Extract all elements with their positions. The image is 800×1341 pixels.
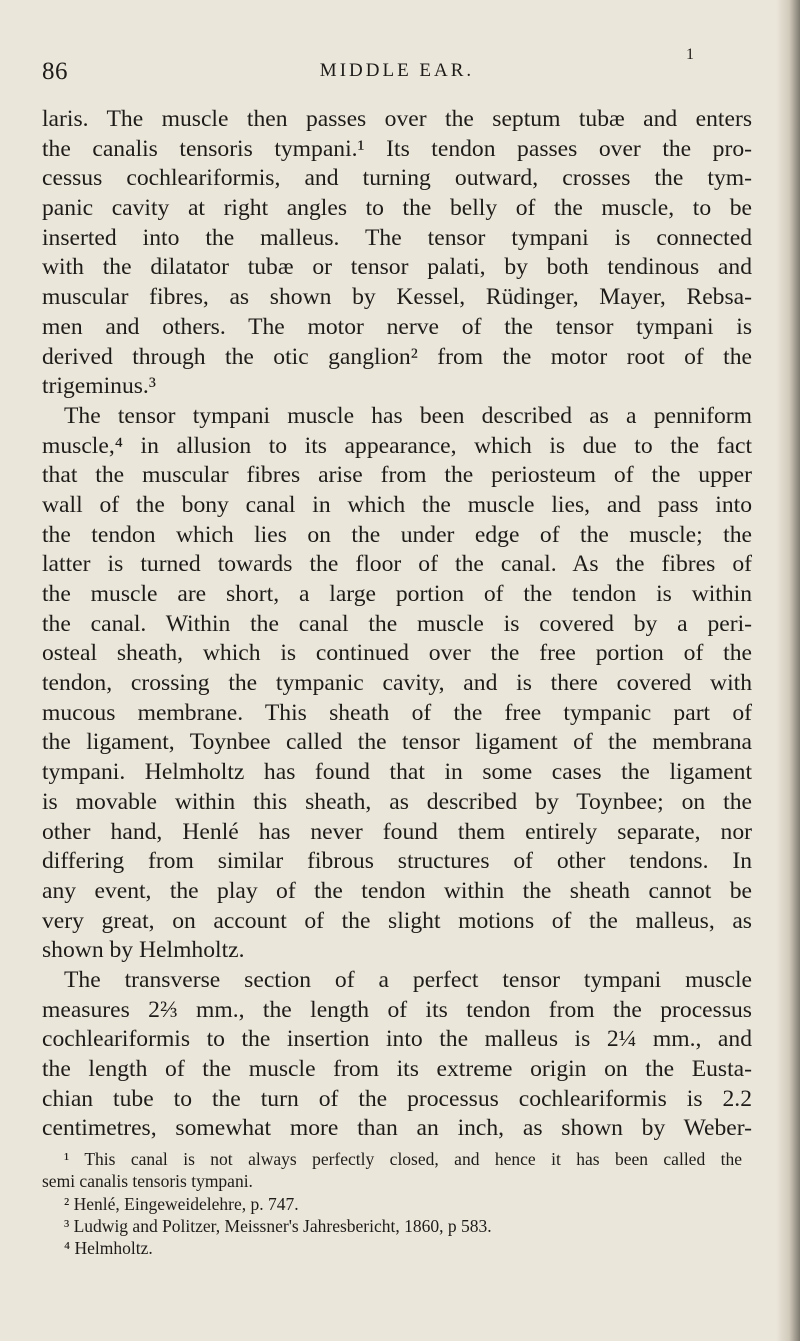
corner-mark: 1 <box>686 46 694 63</box>
text-line: any event, the play of the tendon within the sheath cannot be <box>42 877 752 904</box>
text-line: the length of the muscle from its extreme origin on the Eusta- <box>42 1056 752 1082</box>
page-edge-shadow <box>776 0 800 1341</box>
text-line: other hand, Henlé has never found them entirely separate, nor <box>42 818 752 845</box>
text-line: tendon, crossing the tympanic cavity, and is there covered with <box>42 670 752 697</box>
text-line: is movable within this sheath, as described by Toynbee; on the <box>42 788 752 815</box>
text-line: osteal sheath, which is continued over the free portion of the <box>42 640 752 667</box>
footnote: ² Henlé, Eingeweidelehre, p. 747. <box>64 1193 299 1214</box>
text-line: with the dilatator tubæ or tensor palati, by both tendinous and <box>42 254 752 281</box>
text-line: very great, on account of the slight motions of the malleus, as <box>42 907 752 934</box>
text-line: inserted into the malleus. The tensor tympani is connected <box>42 224 752 251</box>
text-line: latter is turned towards the floor of the canal. As the fibres of <box>42 551 752 578</box>
running-title: MIDDLE EAR. <box>319 60 475 81</box>
text-line: the tendon which lies on the under edge of the muscle; the <box>42 521 752 548</box>
page-number: 86 <box>42 58 68 85</box>
text-line: the canal. Within the canal the muscle is covered by a peri- <box>42 610 752 637</box>
text-line: muscle,⁴ in allusion to its appearance, which is due to the fact <box>42 432 752 459</box>
footnote: ³ Ludwig and Politzer, Meissner's Jahresbericht, 1860, p 583. <box>64 1215 492 1236</box>
text-line: mucous membrane. This sheath of the free tympanic part of <box>42 699 752 726</box>
text-line: muscular fibres, as shown by Kessel, Rüdinger, Mayer, Rebsa- <box>42 284 752 311</box>
text-line: panic cavity at right angles to the belly of the muscle, to be <box>42 195 752 222</box>
text-line: the muscle are short, a large portion of the tendon is within <box>42 581 752 607</box>
text-line: derived through the otic ganglion² from the motor root of the <box>42 343 752 370</box>
text-line: chian tube to the turn of the processus cochleariformis is 2.2 <box>42 1085 752 1112</box>
paragraph-start: The tensor tympani muscle has been described as a penniform <box>64 402 752 429</box>
text-line: the ligament, Toynbee called the tensor ligament of the membrana <box>42 729 752 756</box>
text-line: shown by Helmholtz. <box>42 937 245 964</box>
text-line: the canalis tensoris tympani.¹ Its tendon passes over the pro- <box>42 135 752 162</box>
paragraph-start: The transverse section of a perfect tensor tympani muscle <box>64 966 752 993</box>
text-line: trigeminus.³ <box>42 373 156 400</box>
text-line: wall of the bony canal in which the muscle lies, and pass into <box>42 491 752 518</box>
text-line: measures 2⅔ mm., the length of its tendon from the processus <box>42 996 752 1023</box>
footnote: ¹ This canal is not always perfectly closed, and hence it has been called the <box>64 1149 742 1169</box>
text-line: laris. The muscle then passes over the septum tubæ and enters <box>42 106 752 132</box>
text-line: tympani. Helmholtz has found that in some cases the ligament <box>42 759 752 786</box>
footnote-continuation: semi canalis tensoris tympani. <box>42 1171 253 1192</box>
body-text <box>42 105 752 1144</box>
text-line: men and others. The motor nerve of the tensor tympani is <box>42 313 752 340</box>
footnote: ⁴ Helmholtz. <box>64 1238 153 1259</box>
text-line: that the muscular fibres arise from the periosteum of the upper <box>42 462 752 489</box>
text-line: differing from similar fibrous structures of other tendons. In <box>42 848 752 875</box>
footnotes <box>42 1148 742 1259</box>
text-line: cochleariformis to the insertion into the malleus is 2¼ mm., and <box>42 1026 752 1053</box>
text-line: centimetres, somewhat more than an inch, as shown by Weber- <box>42 1115 752 1142</box>
text-line: cessus cochleariformis, and turning outward, crosses the tym- <box>42 165 752 192</box>
page-header <box>42 46 752 98</box>
